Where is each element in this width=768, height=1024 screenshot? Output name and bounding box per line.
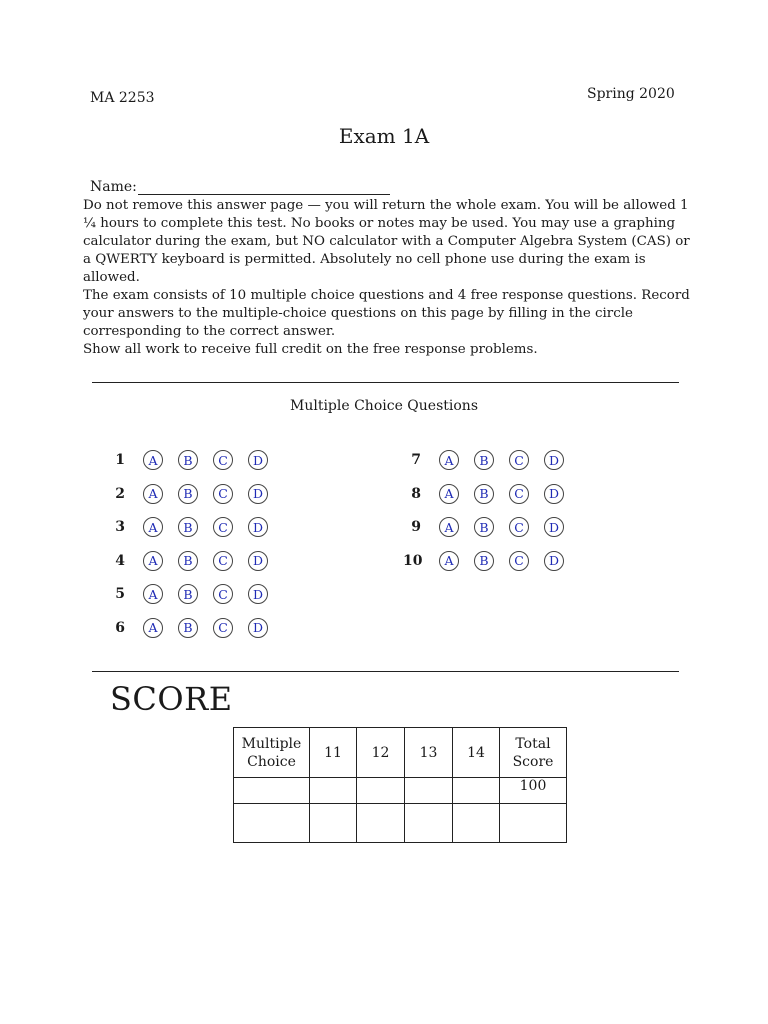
question-row [107,516,283,538]
answer-bubble-c[interactable]: C [213,551,233,571]
question-number: 5 [115,586,125,602]
answer-bubble-a[interactable]: A [143,551,163,571]
question-row [403,483,579,505]
instructions [83,197,698,359]
header-q14: 14 [453,728,500,778]
answer-bubble-a[interactable]: A [143,484,163,504]
score-entry-row [234,804,567,843]
answer-bubble-a[interactable]: A [143,517,163,537]
mc-column-left [107,449,283,650]
answer-bubble-b[interactable]: B [474,517,494,537]
name-field-row [90,179,390,195]
answer-bubble-a[interactable]: A [439,484,459,504]
question-row [107,483,283,505]
answer-bubble-a[interactable]: A [439,551,459,571]
question-row [107,617,283,639]
score-entry-cell[interactable] [234,804,310,843]
answer-bubble-a[interactable]: A [439,517,459,537]
instruction-paragraph: Do not remove this answer page — you will return the whole exam. You will be allowed 1 ¼ hours to complete this test. No books or notes may be used. You may use a graphing calculator during the exam, but NO calculator with a Computer Algebra System (CAS) or a QWERTY keyboard is permitted. Absolutely no cell phone use during the exam is allowed. [83,198,690,285]
question-number: 2 [115,485,125,502]
mc-column-right [403,449,579,583]
score-points-row [234,778,567,804]
answer-bubble-d[interactable]: D [248,517,268,537]
answer-bubble-c[interactable]: C [213,517,233,537]
score-entry-cell[interactable] [310,804,357,843]
question-number: 3 [115,519,125,535]
answer-bubble-b[interactable]: B [178,551,198,571]
answer-bubble-c[interactable]: C [213,584,233,604]
score-cell [405,778,453,804]
score-table [233,727,567,843]
answer-bubble-c[interactable]: C [509,517,529,537]
answer-bubble-c[interactable]: C [509,450,529,470]
answer-bubble-d[interactable]: D [544,517,564,537]
answer-bubble-b[interactable]: B [178,517,198,537]
total-points: 100 [500,778,567,804]
answer-bubble-c[interactable]: C [509,551,529,571]
answer-bubble-a[interactable]: A [143,618,163,638]
question-number: 7 [411,452,421,468]
question-number: 6 [115,619,125,636]
answer-bubble-c[interactable]: C [213,618,233,638]
question-row [403,516,579,538]
name-blank-line[interactable] [138,179,390,195]
answer-bubble-d[interactable]: D [248,484,268,504]
instruction-paragraph: Show all work to receive full credit on the free response problems. [83,342,538,357]
score-entry-cell[interactable] [405,804,453,843]
header-q11: 11 [310,728,357,778]
exam-title: Exam 1A [338,124,430,148]
answer-bubble-b[interactable]: B [474,450,494,470]
header-total-score: Total Score [500,728,567,778]
header-q12: 12 [357,728,405,778]
term-label: Spring 2020 [587,86,675,102]
score-cell [234,778,310,804]
answer-bubble-b[interactable]: B [178,618,198,638]
header-q13: 13 [405,728,453,778]
instruction-paragraph: The exam consists of 10 multiple choice questions and 4 free response questions. Record your answers to the multiple-choice questions on this page by filling in the circle corresponding to the correct answer. [83,288,690,339]
answer-bubble-d[interactable]: D [248,584,268,604]
score-entry-cell[interactable] [500,804,567,843]
question-row [107,583,283,605]
question-row [403,449,579,471]
score-entry-cell[interactable] [453,804,500,843]
answer-bubble-d[interactable]: D [544,450,564,470]
question-number: 1 [115,452,125,468]
answer-bubble-b[interactable]: B [178,584,198,604]
answer-bubble-d[interactable]: D [544,484,564,504]
answer-bubble-c[interactable]: C [509,484,529,504]
answer-bubble-b[interactable]: B [178,484,198,504]
question-row [107,449,283,471]
answer-bubble-d[interactable]: D [544,551,564,571]
score-cell [453,778,500,804]
name-label: Name: [90,179,137,195]
answer-bubble-b[interactable]: B [474,484,494,504]
course-code: MA 2253 [90,90,155,106]
answer-bubble-c[interactable]: C [213,450,233,470]
score-cell [310,778,357,804]
question-number: 9 [411,519,421,535]
answer-bubble-a[interactable]: A [439,450,459,470]
answer-bubble-b[interactable]: B [178,450,198,470]
divider-top [92,382,679,383]
answer-bubble-d[interactable]: D [248,551,268,571]
divider-bottom [92,671,679,672]
header-multiple-choice: Multiple Choice [234,728,310,778]
score-entry-cell[interactable] [357,804,405,843]
answer-bubble-b[interactable]: B [474,551,494,571]
question-row [107,550,283,572]
answer-bubble-c[interactable]: C [213,484,233,504]
answer-bubble-d[interactable]: D [248,618,268,638]
question-number: 10 [403,552,423,569]
score-title: SCORE [110,680,233,718]
answer-bubble-a[interactable]: A [143,584,163,604]
score-header-row [234,728,567,778]
question-number: 8 [411,485,421,502]
mc-section-title: Multiple Choice Questions [289,398,478,414]
answer-bubble-a[interactable]: A [143,450,163,470]
answer-bubble-d[interactable]: D [248,450,268,470]
question-number: 4 [115,552,125,569]
score-cell [357,778,405,804]
question-row [403,550,579,572]
